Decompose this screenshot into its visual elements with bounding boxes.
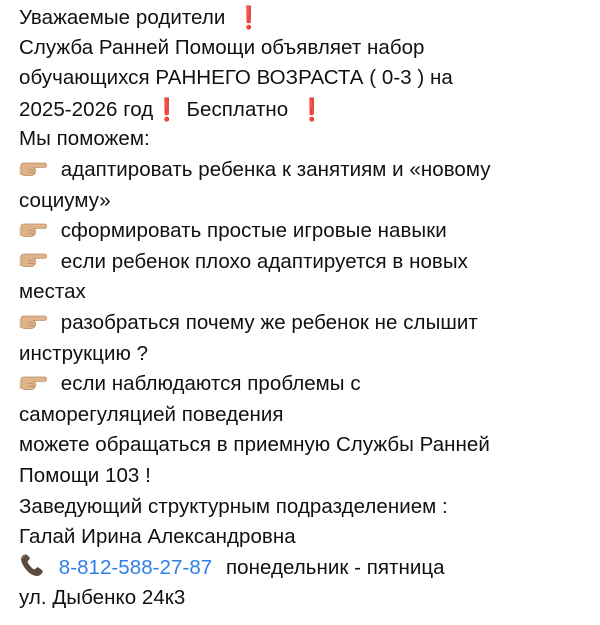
red-exclamation-mark-icon: ❗ — [235, 5, 263, 30]
bullet-4-text: разобраться почему же ребенок не слышит — [60, 310, 478, 334]
year-text: 2025-2026 год — [19, 97, 154, 121]
bullet-3 — [19, 247, 595, 278]
bullet-1 — [19, 155, 595, 186]
schedule-text: понедельник - пятница — [225, 555, 445, 579]
bullet-5-text-2: саморегуляцией поведения — [19, 402, 284, 426]
backhand-index-pointing-right-icon — [19, 251, 47, 269]
help-header: Мы поможем: — [19, 127, 150, 151]
bullet-1-text: адаптировать ребенка к занятиям и «новому — [60, 157, 491, 181]
head-title: Заведующий структурным подразделением : — [19, 494, 448, 518]
bullet-3-text: если ребенок плохо адаптируется в новых — [60, 249, 468, 273]
intro-text-1: Служба Ранней Помощи объявляет набор — [19, 35, 425, 59]
bullet-1-continuation — [19, 186, 595, 217]
intro-line-2 — [19, 63, 595, 94]
bullet-5 — [19, 369, 595, 400]
bullet-3-continuation — [19, 277, 595, 308]
message-body — [19, 0, 595, 614]
intro-line-1 — [19, 33, 595, 64]
address-text: ул. Дыбенко 24к3 — [19, 586, 186, 610]
bullet-1-text-2: социуму» — [19, 188, 111, 212]
head-line-2 — [19, 522, 595, 553]
bullet-2-text: сформировать простые игровые навыки — [60, 219, 447, 243]
bullet-3-text-2: местах — [19, 280, 86, 304]
address-line — [19, 583, 595, 614]
bullet-2 — [19, 216, 595, 247]
contact-text-2: Помощи 103 ! — [19, 463, 151, 487]
contact-text-1: можете обращаться в приемную Службы Ранней — [19, 433, 490, 457]
contact-line-2 — [19, 461, 595, 492]
contact-line-1 — [19, 430, 595, 461]
phone-number-link[interactable]: 8-812-588-27-87 — [58, 555, 213, 579]
phone-line — [19, 553, 595, 584]
head-line-1 — [19, 492, 595, 523]
free-text: Бесплатно — [186, 97, 289, 121]
backhand-index-pointing-right-icon — [19, 374, 47, 392]
greeting-line — [19, 2, 595, 33]
help-header-line — [19, 124, 595, 155]
backhand-index-pointing-right-icon — [19, 313, 47, 331]
bullet-4-continuation — [19, 339, 595, 370]
bullet-4-text-2: инструкцию ? — [19, 341, 149, 365]
bullet-5-text: если наблюдаются проблемы с — [60, 372, 361, 396]
backhand-index-pointing-right-icon — [19, 160, 47, 178]
bullet-5-continuation — [19, 400, 595, 431]
red-exclamation-mark-icon: ❗ — [153, 96, 181, 122]
intro-text-2: обучающихся РАННЕГО ВОЗРАСТА ( 0-3 ) на — [19, 66, 453, 90]
year-line — [19, 94, 595, 125]
telephone-receiver-icon — [19, 552, 45, 578]
bullet-4 — [19, 308, 595, 339]
head-name: Галай Ирина Александровна — [19, 525, 296, 549]
backhand-index-pointing-right-icon — [19, 221, 47, 239]
red-exclamation-mark-icon: ❗ — [297, 96, 326, 122]
greeting-text: Уважаемые родители — [19, 6, 226, 29]
